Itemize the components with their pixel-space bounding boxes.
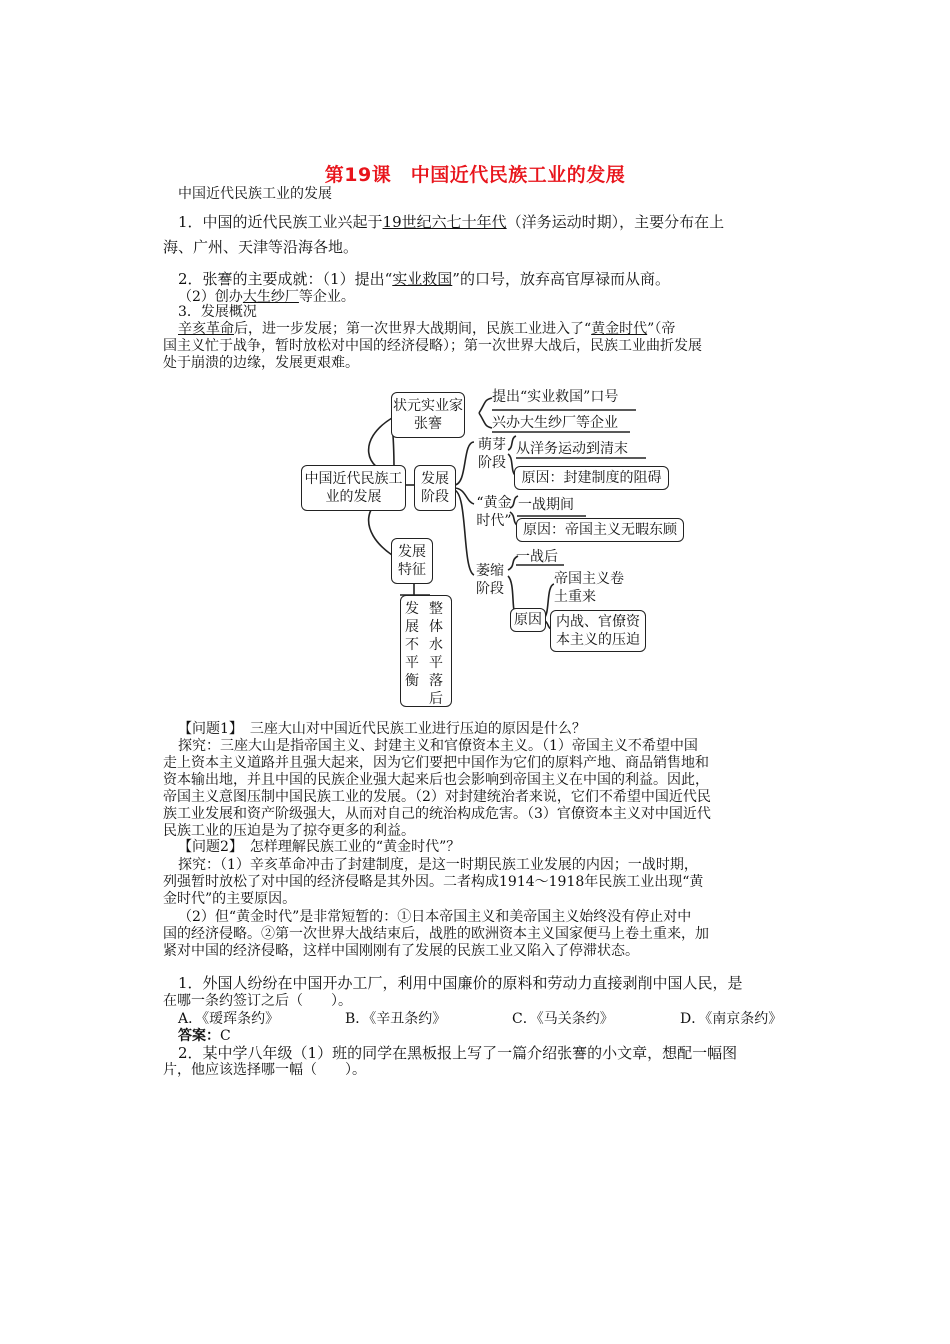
- option-c: C．《马关条约》: [512, 1011, 614, 1027]
- shrink-stage: 萎缩阶段: [476, 563, 504, 597]
- q2-answer-line-1: 探究：（1）辛亥革命冲击了封建制度，是这一时期民族工业发展的内因；一战时期，: [178, 857, 698, 873]
- q1-answer-line-2: 走上资本主义道路并且强大起来，因为它们要把中国作为它们的原料产地、商品销售地和: [163, 755, 709, 771]
- question-2: 【问题2】 怎样理解民族工业的“黄金时代”？: [178, 839, 461, 855]
- point-3-line-1: 辛亥革命后，进一步发展；第一次世界大战期间，民族工业进入了“黄金时代”（帝: [178, 321, 676, 337]
- golden-stage: “黄金时代”: [476, 495, 512, 529]
- q2-answer-line-3: 金时代”的主要原因。: [163, 891, 297, 907]
- q1-answer-line-6: 民族工业的压迫是为了掠夺更多的利益。: [163, 823, 415, 839]
- zhangjian-item-2: 兴办大生纱厂等企业: [492, 415, 618, 431]
- mind-map-diagram: [296, 380, 696, 710]
- golden-item-1: 一战期间: [518, 497, 574, 513]
- q2-answer-line-4: （2）但“黄金时代”是非常短暂的：①日本帝国主义和美帝国主义始终没有停止对中: [178, 909, 692, 925]
- q1-answer-line-5: 族工业发展和资产阶级强大，从而对自己的统治构成危害。（3）官僚资本主义对中国近代: [163, 806, 711, 822]
- features-node: 发展特征: [391, 538, 433, 584]
- exercise-2-line-1: 2．某中学八年级（1）班的同学在黑板报上写了一篇介绍张謇的小文章，想配一幅图: [178, 1044, 738, 1062]
- exercise-2-line-2: 片，他应该选择哪一幅（ ）。: [163, 1062, 366, 1078]
- option-d: D．《南京条约》: [680, 1011, 783, 1027]
- shrink-reason-box: 原因: [510, 608, 546, 632]
- q1-answer-line-1: 探究：三座大山是指帝国主义、封建主义和官僚资本主义。（1）帝国主义不希望中国: [178, 738, 698, 754]
- point-3-line-3: 处于崩溃的边缘，发展更艰难。: [163, 355, 359, 371]
- zhangjian-node: 状元实业家张謇: [391, 392, 465, 438]
- point-3-title: 3．发展概况: [178, 304, 257, 320]
- root-node: 中国近代民族工业的发展: [301, 465, 406, 511]
- q2-answer-line-5: 国的经济侵略。②第一次世界大战结束后，战胜的欧洲资本主义国家便马上卷土重来，加: [163, 926, 709, 942]
- exercise-1-line-1: 1．外国人纷纷在中国开办工厂，利用中国廉价的原料和劳动力直接剥削中国人民，是: [178, 974, 743, 992]
- shrink-reason-2-box: 内战、官僚资本主义的压迫: [550, 610, 646, 652]
- point-2-line-1: 2．张謇的主要成就：（1）提出“实业救国”的口号，放弃高官厚禄而从商。: [178, 270, 670, 288]
- point-1-line-2: 海、广州、天津等沿海各地。: [163, 238, 359, 256]
- stages-node: 发展阶段: [414, 465, 456, 511]
- point-1-line-1: 1．中国的近代民族工业兴起于19世纪六七十年代（洋务运动时期），主要分布在上: [178, 213, 725, 231]
- zhangjian-item-1: 提出“实业救国”口号: [492, 389, 619, 405]
- golden-reason-box: 原因：帝国主义无暇东顾: [516, 518, 684, 542]
- q2-answer-line-6: 紧对中国的经济侵略，这样中国刚刚有了发展的民族工业又陷入了停滞状态。: [163, 943, 639, 959]
- exercise-1-line-2: 在哪一条约签订之后（ ）。: [163, 993, 352, 1009]
- q1-answer-line-3: 资本输出地，并且中国的民族企业强大起来后也会影响到帝国主义在中国的利益。因此，: [163, 772, 709, 788]
- lesson-title: 第19课 中国近代民族工业的发展: [324, 164, 626, 186]
- option-b: B．《辛丑条约》: [345, 1011, 447, 1027]
- section-heading: 中国近代民族工业的发展: [178, 186, 332, 202]
- sprout-stage: 萌芽阶段: [478, 437, 506, 471]
- sprout-reason-box: 原因：封建制度的阻碍: [514, 466, 669, 490]
- shrink-reason-1: 帝国主义卷土重来: [554, 571, 624, 605]
- q2-answer-line-2: 列强暂时放松了对中国的经济侵略是其外因。二者构成1914～1918年民族工业出现“黄: [163, 874, 704, 890]
- option-a: A．《瑷珲条约》: [178, 1011, 280, 1027]
- shrink-item-1: 一战后: [516, 549, 558, 565]
- point-3-line-2: 国主义忙于战争，暂时放松对中国的经济侵略）；第一次世界大战后，民族工业曲折发展: [163, 338, 702, 354]
- question-1: 【问题1】 三座大山对中国近代民族工业进行压迫的原因是什么？: [178, 721, 586, 737]
- q1-answer-line-4: 帝国主义意图压制中国民族工业的发展。（2）对封建统治者来说，它们不希望中国近代民: [163, 789, 711, 805]
- sprout-item-1: 从洋务运动到清末: [516, 441, 628, 457]
- feature-unbalanced: 发展不平衡: [405, 601, 419, 689]
- exercise-1-answer: 答案：C: [178, 1028, 231, 1044]
- point-2-line-2: （2）创办大生纱厂等企业。: [178, 289, 355, 305]
- feature-backward: 整体水平落后: [429, 601, 443, 707]
